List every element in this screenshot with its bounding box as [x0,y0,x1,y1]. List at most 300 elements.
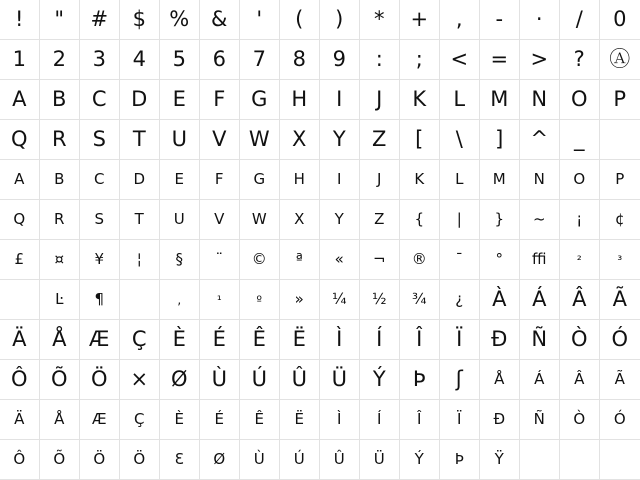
glyph: Ô [13,450,26,468]
glyph-cell[interactable] [0,160,40,200]
glyph: E [172,87,187,111]
glyph-cell[interactable] [280,280,320,320]
glyph: ¯ [455,250,464,268]
glyph-cell[interactable] [0,240,40,280]
glyph: > [530,47,549,71]
glyph-cell[interactable] [160,80,200,120]
glyph-cell[interactable] [240,160,280,200]
glyph-cell[interactable] [440,200,480,240]
glyph-cell[interactable] [320,120,360,160]
glyph-cell[interactable] [120,120,160,160]
glyph: © [251,250,268,268]
glyph-cell[interactable] [440,80,480,120]
glyph-cell[interactable] [40,320,80,360]
glyph: Q [10,127,29,151]
glyph-cell[interactable] [280,80,320,120]
glyph-cell[interactable] [600,0,640,40]
glyph: N [531,87,548,111]
glyph: B [54,170,65,188]
glyph: Ï [457,410,462,428]
glyph-cell[interactable] [40,360,80,400]
glyph-cell[interactable] [480,40,520,80]
glyph-cell[interactable] [600,120,640,160]
glyph-cell[interactable] [0,200,40,240]
glyph: Ä [14,410,25,428]
glyph-cell[interactable] [80,240,120,280]
glyph-cell[interactable] [40,400,80,440]
glyph-cell[interactable] [320,400,360,440]
glyph-cell[interactable] [280,440,320,480]
glyph-cell[interactable] [560,200,600,240]
glyph: Ù [211,367,228,391]
glyph-cell[interactable] [160,0,200,40]
glyph-cell[interactable] [560,120,600,160]
glyph-cell[interactable] [200,240,240,280]
glyph-cell[interactable] [160,120,200,160]
glyph: Ã [612,287,628,311]
glyph-cell[interactable] [0,0,40,40]
glyph: 8 [292,47,307,71]
glyph: Ñ [533,410,546,428]
glyph: Ð [491,327,508,351]
glyph: º [256,292,263,307]
glyph-cell[interactable] [440,240,480,280]
glyph-cell[interactable] [400,40,440,80]
glyph: Ö [90,367,109,391]
glyph-cell[interactable] [120,80,160,120]
glyph-cell[interactable] [600,320,640,360]
glyph-cell[interactable] [560,360,600,400]
glyph: ¼ [331,290,348,308]
glyph: ¤ [54,250,65,268]
glyph-cell[interactable] [240,440,280,480]
glyph: ʃ [455,367,464,391]
glyph-cell[interactable] [560,440,600,480]
glyph-cell[interactable] [400,160,440,200]
glyph: Z [372,127,387,151]
glyph: Ú [293,450,306,468]
glyph: » [294,290,305,308]
glyph-cell[interactable] [560,40,600,80]
glyph-cell[interactable] [160,160,200,200]
glyph-cell[interactable] [320,320,360,360]
glyph-cell[interactable] [560,160,600,200]
glyph: « [334,250,345,268]
glyph-cell[interactable] [80,320,120,360]
glyph-cell[interactable] [80,80,120,120]
glyph: F [214,170,225,188]
glyph: = [490,47,509,71]
glyph-cell[interactable] [600,40,640,80]
glyph-cell[interactable] [440,400,480,440]
glyph-cell[interactable] [560,80,600,120]
glyph: L [455,170,464,188]
glyph-cell[interactable] [0,80,40,120]
glyph: R [54,210,65,228]
glyph-cell[interactable] [40,160,80,200]
glyph-cell[interactable] [40,120,80,160]
glyph-cell[interactable] [520,200,560,240]
glyph-cell[interactable] [120,400,160,440]
glyph: Û [291,367,308,391]
glyph-cell[interactable] [0,320,40,360]
glyph-cell[interactable] [480,320,520,360]
glyph: ¬ [372,250,387,268]
glyph-cell[interactable] [360,360,400,400]
glyph-cell[interactable] [120,240,160,280]
glyph-cell[interactable] [360,120,400,160]
glyph: F [213,87,226,111]
glyph: ¢ [614,210,626,228]
glyph: Ö [93,450,106,468]
glyph-cell[interactable] [280,40,320,80]
glyph: O [570,87,589,111]
glyph-cell[interactable] [440,40,480,80]
glyph-cell[interactable] [480,80,520,120]
glyph-cell[interactable] [520,0,560,40]
glyph-cell[interactable] [200,360,240,400]
glyph: D [131,87,148,111]
glyph-cell[interactable] [240,200,280,240]
glyph-cell[interactable] [400,360,440,400]
glyph-cell[interactable] [440,440,480,480]
glyph-cell[interactable] [320,160,360,200]
glyph-cell[interactable] [0,440,40,480]
glyph-cell[interactable] [200,80,240,120]
glyph: & [211,7,228,31]
glyph-cell[interactable] [400,240,440,280]
glyph: Ý [414,450,425,468]
glyph-cell[interactable] [80,360,120,400]
glyph: ( [295,7,304,31]
glyph-cell[interactable] [0,40,40,80]
glyph: Î [416,327,423,351]
glyph-cell[interactable] [400,120,440,160]
glyph: G [251,87,268,111]
glyph-cell[interactable] [520,160,560,200]
glyph-cell[interactable] [160,360,200,400]
glyph-cell[interactable] [360,320,400,360]
glyph-cell[interactable] [320,360,360,400]
glyph: Ë [294,410,305,428]
glyph-cell[interactable] [240,0,280,40]
glyph: Ò [570,327,589,351]
glyph-cell[interactable] [120,360,160,400]
glyph: É [214,410,225,428]
glyph-cell[interactable] [160,240,200,280]
glyph-cell[interactable] [480,200,520,240]
glyph: ½ [371,290,388,308]
glyph-cell[interactable] [240,120,280,160]
glyph: T [134,210,145,228]
glyph: Ó [611,327,629,351]
glyph-cell[interactable] [200,120,240,160]
glyph: È [174,410,185,428]
glyph-cell[interactable] [480,0,520,40]
glyph-cell[interactable] [520,280,560,320]
glyph-cell[interactable] [280,320,320,360]
glyph-cell[interactable] [320,80,360,120]
glyph-cell[interactable] [360,400,400,440]
glyph: 7 [252,47,267,71]
glyph: 6 [212,47,227,71]
glyph-cell[interactable] [240,360,280,400]
glyph-cell[interactable] [40,80,80,120]
glyph-cell[interactable] [400,280,440,320]
glyph: 9 [332,47,347,71]
glyph-cell[interactable] [320,440,360,480]
glyph: C [94,170,105,188]
glyph-cell[interactable] [520,440,560,480]
glyph-cell[interactable] [600,440,640,480]
glyph: Í [377,410,382,428]
glyph: ¹ [216,292,223,307]
glyph-cell[interactable] [400,0,440,40]
glyph: ® [411,250,428,268]
glyph-cell[interactable] [280,120,320,160]
glyph-cell[interactable] [80,120,120,160]
glyph: × [130,367,149,391]
glyph-cell[interactable] [80,160,120,200]
glyph: 4 [132,47,147,71]
glyph-cell[interactable] [40,0,80,40]
glyph: Ú [251,367,268,391]
glyph-cell[interactable] [120,0,160,40]
glyph-cell[interactable] [240,400,280,440]
glyph-cell[interactable] [120,40,160,80]
glyph-cell[interactable] [440,320,480,360]
glyph-cell[interactable] [240,280,280,320]
glyph: < [450,47,469,71]
glyph: 1 [12,47,27,71]
glyph-cell[interactable] [480,440,520,480]
glyph-cell[interactable] [120,160,160,200]
glyph: I [336,87,343,111]
glyph-cell[interactable] [520,240,560,280]
glyph: A [12,87,27,111]
glyph: Y [334,210,345,228]
glyph-cell[interactable] [280,400,320,440]
glyph: Ã [614,370,626,388]
glyph-cell[interactable] [200,40,240,80]
glyph: , [177,292,182,307]
glyph: ﬃ [531,250,547,268]
glyph: M [490,87,509,111]
glyph-cell[interactable] [560,240,600,280]
glyph: ² [576,252,583,267]
glyph: N [533,170,546,188]
glyph: U [171,127,188,151]
glyph-cell[interactable] [0,280,40,320]
glyph-cell[interactable] [320,200,360,240]
glyph-cell[interactable] [520,40,560,80]
glyph: L [453,87,466,111]
glyph: Å [54,410,65,428]
glyph: Ý [372,367,387,391]
glyph: Ì [337,410,342,428]
glyph-cell[interactable] [240,80,280,120]
glyph: · [535,7,544,31]
glyph-cell[interactable] [440,120,480,160]
glyph: , [455,7,464,31]
glyph-cell[interactable] [480,240,520,280]
glyph: Ô [10,367,29,391]
glyph-cell[interactable] [320,280,360,320]
glyph-cell[interactable] [320,40,360,80]
glyph-cell[interactable] [520,400,560,440]
glyph: X [294,210,305,228]
glyph-cell[interactable] [80,200,120,240]
glyph-cell[interactable] [40,40,80,80]
glyph-cell[interactable] [600,360,640,400]
glyph: Ò [573,410,586,428]
glyph-cell[interactable] [600,80,640,120]
glyph-cell[interactable] [80,280,120,320]
glyph: ³ [617,252,623,267]
glyph: Ì [336,327,343,351]
glyph-cell[interactable] [440,280,480,320]
glyph: Ó [613,410,627,428]
glyph-cell[interactable] [200,200,240,240]
glyph-cell[interactable] [560,0,600,40]
glyph-cell[interactable] [360,240,400,280]
glyph-cell[interactable] [280,0,320,40]
glyph-cell[interactable] [360,80,400,120]
glyph-cell[interactable] [600,200,640,240]
glyph-cell[interactable] [600,240,640,280]
glyph-cell[interactable] [560,280,600,320]
glyph-cell[interactable] [400,440,440,480]
glyph-cell[interactable] [360,440,400,480]
glyph: Ç [134,410,145,428]
glyph: Å [494,370,505,388]
glyph-cell[interactable] [80,440,120,480]
glyph: E [174,170,185,188]
glyph-cell[interactable] [440,0,480,40]
glyph-cell[interactable] [160,280,200,320]
glyph-cell[interactable] [560,400,600,440]
glyph-cell[interactable] [360,200,400,240]
glyph: Ï [456,327,463,351]
glyph-cell[interactable] [160,40,200,80]
glyph: | [456,210,463,228]
glyph-cell[interactable] [0,120,40,160]
glyph-cell[interactable] [360,280,400,320]
glyph-cell[interactable] [360,0,400,40]
glyph: Ŀ [55,290,64,308]
glyph-cell[interactable] [560,320,600,360]
glyph-cell[interactable] [520,320,560,360]
glyph: Ñ [531,327,548,351]
glyph-cell[interactable] [120,200,160,240]
glyph-cell[interactable] [200,440,240,480]
glyph-cell[interactable] [40,440,80,480]
glyph-cell[interactable] [280,200,320,240]
glyph-cell[interactable] [80,0,120,40]
glyph: Y [332,127,347,151]
glyph: ! [15,7,24,31]
glyph-cell[interactable] [0,360,40,400]
glyph-cell[interactable] [80,40,120,80]
glyph-cell[interactable] [40,200,80,240]
glyph-cell[interactable] [520,80,560,120]
glyph: Á [532,287,547,311]
glyph-cell[interactable] [240,40,280,80]
glyph: O [573,170,586,188]
glyph: D [133,170,146,188]
glyph-cell[interactable] [440,160,480,200]
glyph-cell[interactable] [520,360,560,400]
glyph: Ⓐ [609,47,631,71]
glyph-cell[interactable] [80,400,120,440]
glyph-cell[interactable] [240,320,280,360]
glyph-cell[interactable] [320,240,360,280]
glyph-cell[interactable] [160,200,200,240]
glyph-cell[interactable] [360,40,400,80]
glyph-cell[interactable] [480,280,520,320]
glyph: $ [132,7,147,31]
glyph-cell[interactable] [400,320,440,360]
glyph-cell[interactable] [480,160,520,200]
glyph: X [292,127,307,151]
glyph: A [14,170,25,188]
glyph-cell[interactable] [280,240,320,280]
glyph: Z [374,210,385,228]
glyph-cell[interactable] [520,120,560,160]
glyph-cell[interactable] [160,320,200,360]
glyph: Â [574,370,585,388]
glyph: * [374,7,385,31]
glyph-cell[interactable] [200,320,240,360]
glyph: C [91,87,108,111]
glyph: ? [573,47,586,71]
glyph-cell[interactable] [280,160,320,200]
glyph-cell[interactable] [40,280,80,320]
glyph: Ë [292,327,307,351]
glyph-cell[interactable] [280,360,320,400]
glyph: { [414,210,425,228]
glyph-cell[interactable] [480,120,520,160]
glyph-cell[interactable] [120,280,160,320]
glyph: \ [455,127,464,151]
glyph-cell[interactable] [240,240,280,280]
glyph-cell[interactable] [160,400,200,440]
glyph-cell[interactable] [480,400,520,440]
glyph-cell[interactable] [600,160,640,200]
glyph-cell[interactable] [0,400,40,440]
glyph-cell[interactable] [440,360,480,400]
glyph-cell[interactable] [200,280,240,320]
glyph-cell[interactable] [120,320,160,360]
glyph: K [412,87,427,111]
glyph-cell[interactable] [600,280,640,320]
glyph: Í [376,327,383,351]
glyph-cell[interactable] [160,440,200,480]
glyph-cell[interactable] [360,160,400,200]
glyph-cell[interactable] [600,400,640,440]
glyph-cell[interactable] [40,240,80,280]
glyph-cell[interactable] [200,0,240,40]
glyph-cell[interactable] [120,440,160,480]
glyph-cell[interactable] [400,80,440,120]
glyph-cell[interactable] [400,200,440,240]
glyph-cell[interactable] [320,0,360,40]
glyph-cell[interactable] [200,160,240,200]
glyph-cell[interactable] [200,400,240,440]
glyph-cell[interactable] [400,400,440,440]
glyph: ¡ [576,210,583,228]
glyph-cell[interactable] [480,360,520,400]
